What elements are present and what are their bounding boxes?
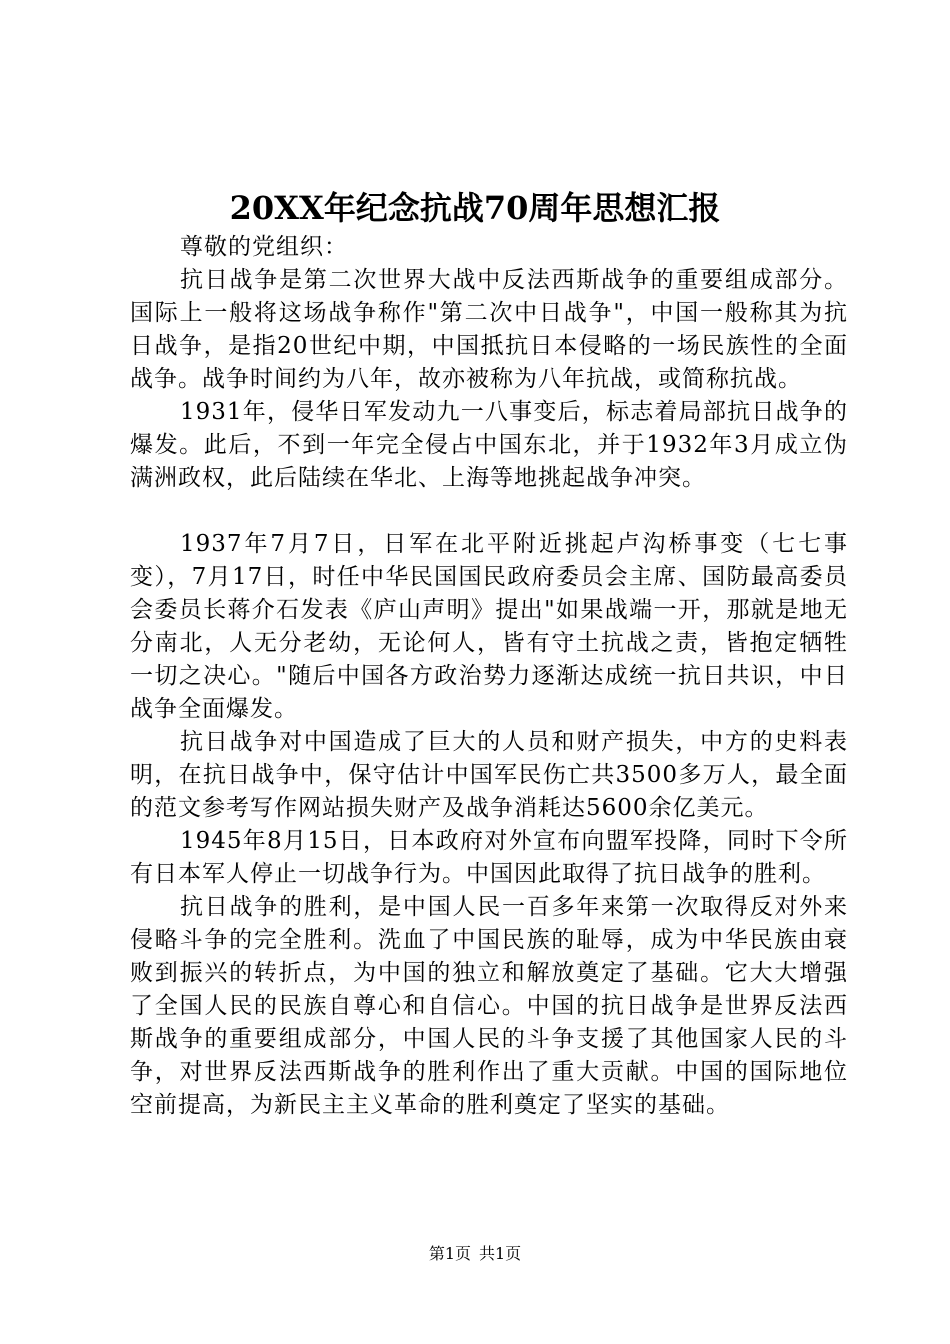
page-footer <box>0 1243 950 1265</box>
paragraph-1: 抗日战争是第二次世界大战中反法西斯战争的重要组成部分。国际上一般将这场战争称作"第二次中日战争"，中国一般称其为抗日战争，是指20世纪中期，中国抵抗日本侵略的一场民族性的全面战争。战争时间约为八年，故亦被称为八年抗战，或简称抗战。 <box>130 267 848 392</box>
salutation: 尊敬的党组织： <box>180 234 348 260</box>
paragraph-5: 1945年8月15日，日本政府对外宣布向盟军投降，同时下令所有日本军人停止一切战争行为。中国因此取得了抗日战争的胜利。 <box>130 828 848 887</box>
paragraph-6: 抗日战争的胜利，是中国人民一百多年来第一次取得反对外来侵略斗争的完全胜利。洗血了中国民族的耻辱，成为中华民族由衰败到振兴的转折点，为中国的独立和解放奠定了基础。它大大增强了全国人民的民族自尊心和自信心。中国的抗日战争是世界反法西斯战争的重要组成部分，中国人民的斗争支援了其他国家人民的斗争，对世界反法西斯战争的胜利作出了重大贡献。中国的国际地位空前提高，为新民主主义革命的胜利奠定了坚实的基础。 <box>130 894 848 1118</box>
page-number: 第1页 <box>428 1244 471 1263</box>
paragraph-3: 1937年7月7日，日军在北平附近挑起卢沟桥事变（七七事变），7月17日，时任中华民国国民政府委员会主席、国防最高委员会委员长蒋介石发表《庐山声明》提出"如果战端一开，那就是地无分南北，人无分老幼，无论何人，皆有守土抗战之责，皆抱定牺牲一切之决心。"随后中国各方政治势力逐渐达成统一抗日共识，中日战争全面爆发。 <box>130 531 848 722</box>
document-title: 20XX年纪念抗战70周年思想汇报 <box>229 189 721 227</box>
page-total: 共1页 <box>479 1244 522 1263</box>
document-body <box>130 231 848 1122</box>
paragraph-4: 抗日战争对中国造成了巨大的人员和财产损失，中方的史料表明，在抗日战争中，保守估计中国军民伤亡共3500多万人，最全面的范文参考写作网站损失财产及战争消耗达5600余亿美元。 <box>130 729 848 821</box>
paragraph-2: 1931年，侵华日军发动九一八事变后，标志着局部抗日战争的爆发。此后，不到一年完全侵占中国东北，并于1932年3月成立伪满洲政权，此后陆续在华北、上海等地挑起战争冲突。 <box>130 399 848 491</box>
